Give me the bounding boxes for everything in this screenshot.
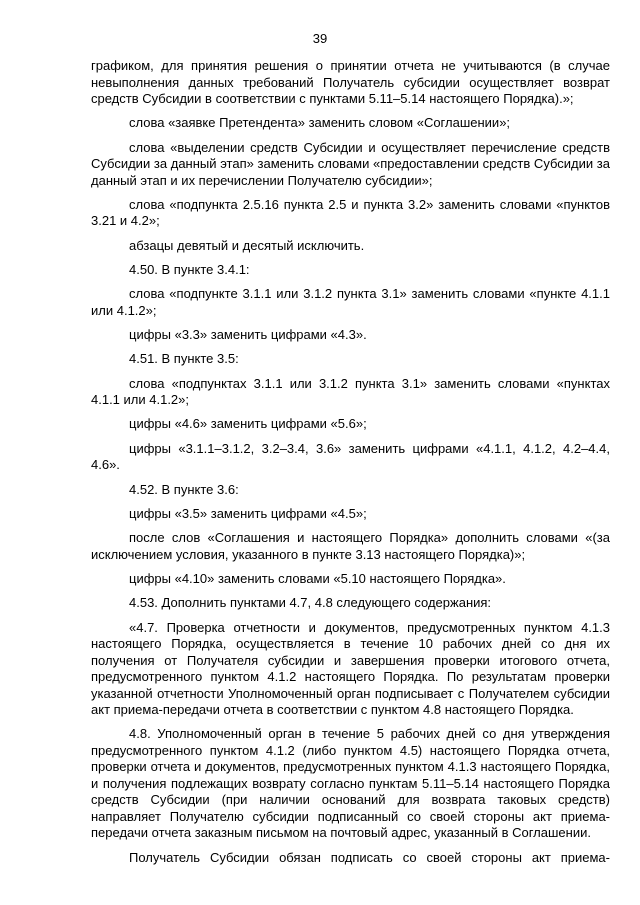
paragraph: абзацы девятый и десятый исключить. [129, 237, 365, 253]
paragraph: цифры «3.3» заменить цифрами «4.3». [129, 327, 367, 343]
paragraph: слова «подпунктах 3.1.1 или 3.1.2 пункта 3.1» заменить словами «пунктах 4.1.1 или 4.1.2»; [91, 375, 610, 408]
paragraph: цифры «3.5» заменить цифрами «4.5»; [129, 505, 367, 521]
paragraph: 4.53. Дополнить пунктами 4.7, 4.8 следующего содержания: [129, 595, 492, 611]
paragraph: «4.7. Проверка отчетности и документов, предусмотренных пунктом 4.1.3 настоящего Порядка, осуществляется в течение 10 рабочих дней со дня их получения от Получателя субсидии и завершения проверки итогового отчета, предусмотренного пунктом 4.1.2 настоящего Порядка. По результатам проверки указанной отчетности Уполномоченный орган подписывает с Получателем субсидии акт приема-передачи отчета в соответствии с пунктом 4.8 настоящего Порядка. [91, 619, 610, 718]
paragraph: Получатель Субсидии обязан подписать со своей стороны акт приема- [129, 849, 610, 865]
paragraph: слова «заявке Претендента» заменить словом «Соглашении»; [129, 115, 511, 131]
paragraph: 4.8. Уполномоченный орган в течение 5 рабочих дней со дня утверждения предусмотренного пунктом 4.1.2 (либо пунктом 4.5) настоящего Порядка отчета, проверки отчета и документов, предусмотренных пунктом 4.1.3 настоящего Порядка, и получения подлежащих возврату согласно пунктам 5.11–5.14 настоящего Порядка средств Субсидии (при наличии оснований для возврата таковых средств) направляет Получателю субсидии подписанный со своей стороны акт приема-передачи отчета заказным письмом на почтовый адрес, указанный в Соглашении. [91, 726, 610, 841]
paragraph: 4.51. В пункте 3.5: [129, 351, 239, 367]
paragraph: слова «подпункта 2.5.16 пункта 2.5 и пункта 3.2» заменить словами «пунктов 3.21 и 4.2»; [91, 196, 610, 229]
paragraph: цифры «4.6» заменить цифрами «5.6»; [129, 416, 367, 432]
paragraph: цифры «4.10» заменить словами «5.10 настоящего Порядка». [129, 570, 506, 586]
page-number: 39 [312, 31, 328, 46]
document-body [91, 58, 610, 874]
paragraph: 4.50. В пункте 3.4.1: [129, 261, 250, 277]
paragraph: цифры «3.1.1–3.1.2, 3.2–3.4, 3.6» заменить цифрами «4.1.1, 4.1.2, 4.2–4.4, 4.6». [91, 440, 610, 473]
paragraph: слова «подпункте 3.1.1 или 3.1.2 пункта 3.1» заменить словами «пункте 4.1.1 или 4.1.2»; [91, 286, 610, 318]
paragraph: слова «выделении средств Субсидии и осуществляет перечисление средств Субсидии за данный этап» заменить словами «предоставлении средств Субсидии за данный этап и их перечислении Получателю субсидии»; [91, 139, 610, 188]
paragraph: 4.52. В пункте 3.6: [129, 481, 239, 497]
paragraph: графиком, для принятия решения о принятии отчета не учитываются (в случае невыполнения данных требований Получатель субсидии осуществляет возврат средств Субсидии в соответствии с пунктами 5.11–5.14 настоящего Порядка).»; [91, 58, 610, 106]
paragraph: после слов «Соглашения и настоящего Порядка» дополнить словами «(за исключением условия, указанного в пункте 3.13 настоящего Порядка)»; [91, 530, 610, 562]
